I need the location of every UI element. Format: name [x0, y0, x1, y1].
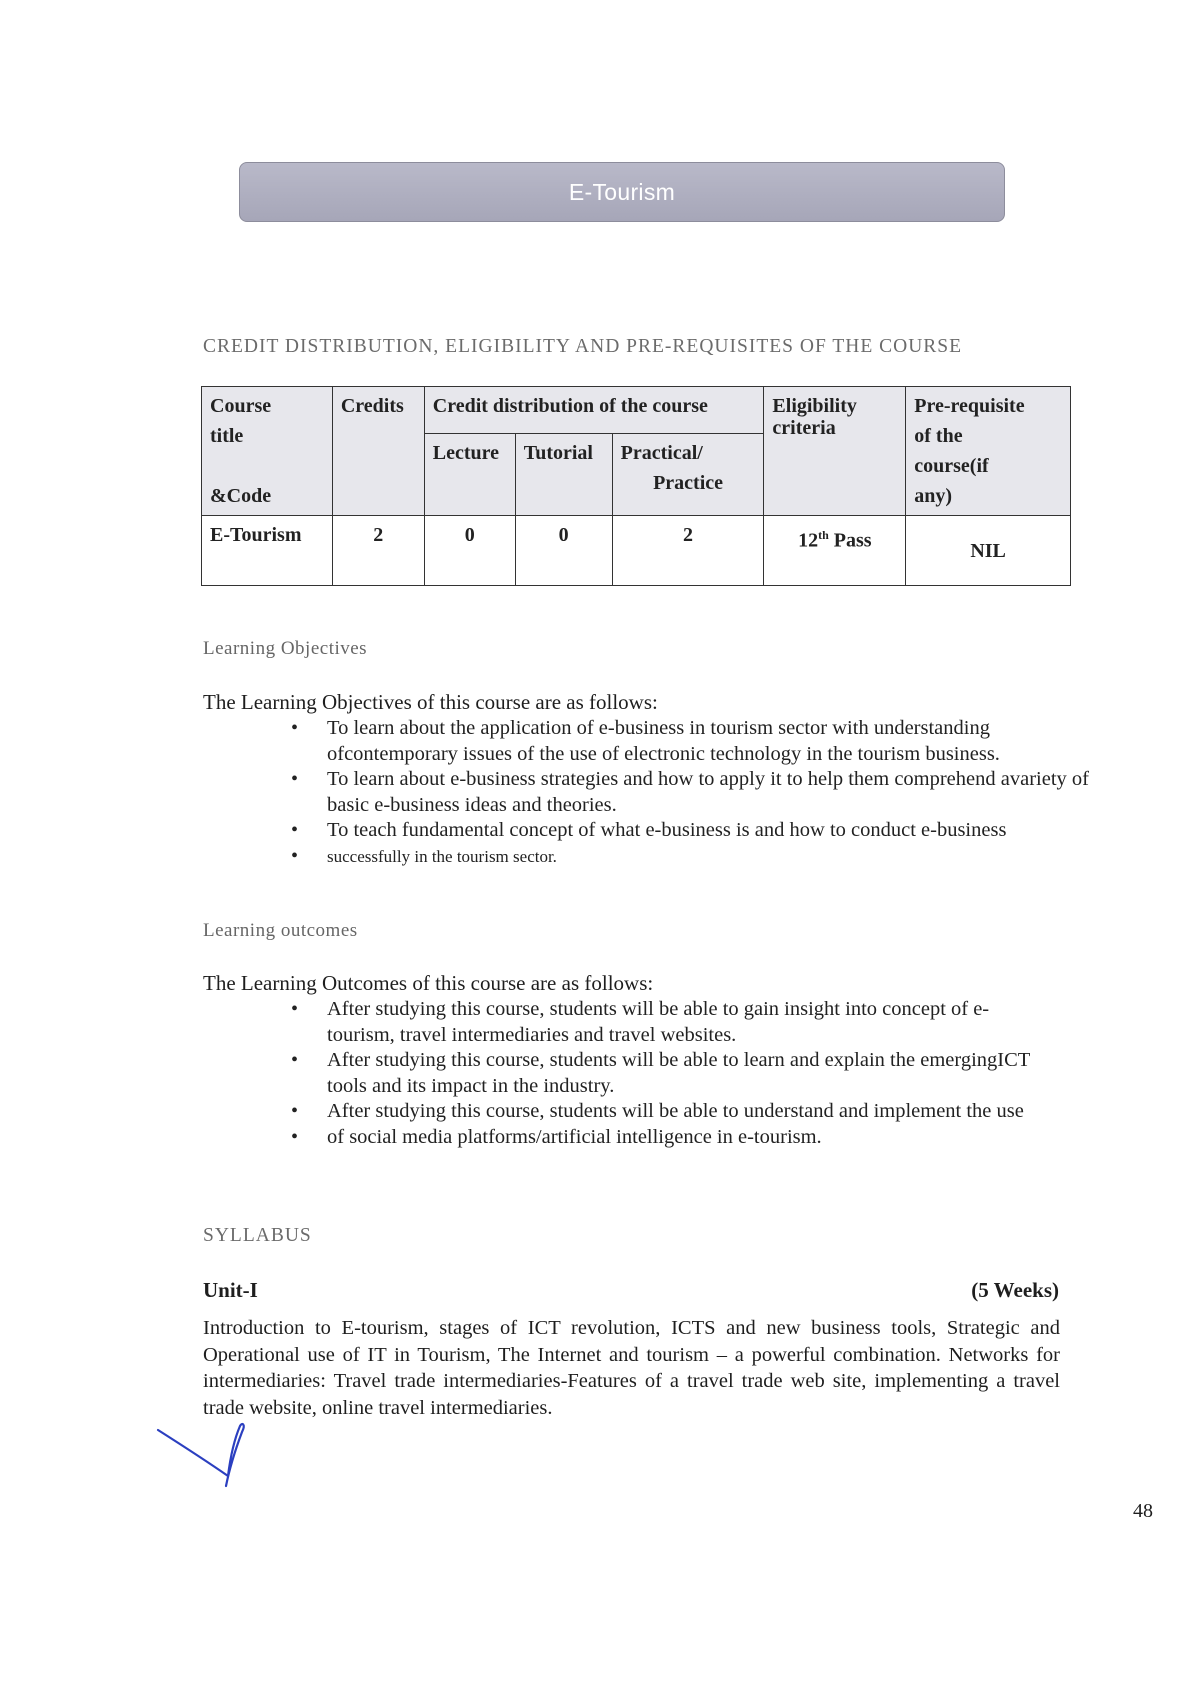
- credit-table: [201, 386, 1071, 586]
- credit-section-heading: CREDIT DISTRIBUTION, ELIGIBILITY AND PRE-REQUISITES OF THE COURSE: [203, 336, 963, 357]
- cell-prerequisite: NIL: [906, 516, 1071, 586]
- outcomes-list: [285, 997, 1045, 1150]
- unit-header: [203, 1278, 1059, 1303]
- header-lecture: Lecture: [424, 433, 515, 515]
- unit-description: Introduction to E-tourism, stages of ICT revolution, ICTS and new business tools, Strategic and Operational use of IT in Tourism, The Internet and tourism – a powerful combination. Networks for intermediaries: Travel trade intermediaries-Features of a travel trade web site, implementing a travel trade website, online travel intermediaries.: [203, 1317, 1060, 1419]
- course-title-banner: [239, 162, 1005, 222]
- page-number: 48: [1133, 1500, 1153, 1522]
- list-item: • After studying this course, students will be able to understand and implement the use: [285, 1099, 1045, 1125]
- table-row: [202, 516, 1071, 586]
- syllabus-heading: SYLLABUS: [203, 1225, 312, 1246]
- cell-practical: 2: [612, 516, 764, 586]
- objectives-heading: Learning Objectives: [203, 638, 368, 659]
- header-tutorial: Tutorial: [515, 433, 612, 515]
- header-practical: Practical/ Practice: [612, 433, 764, 515]
- cell-credits: 2: [332, 516, 424, 586]
- header-course-title: Course title &Code: [202, 387, 333, 516]
- list-item: • To learn about e-business strategies and how to apply it to help them comprehend avariety of basic e-business ideas and theories.: [285, 767, 1105, 818]
- cell-tutorial: 0: [515, 516, 612, 586]
- unit-title: Unit-I: [203, 1278, 258, 1302]
- list-item: • After studying this course, students will be able to learn and explain the emergingICT tools and its impact in the industry.: [285, 1048, 1045, 1099]
- cell-eligibility: 12th Pass: [764, 516, 906, 586]
- course-title: E-Tourism: [568, 178, 676, 205]
- list-item: • To teach fundamental concept of what e-business is and how to conduct e-business: [285, 818, 1105, 844]
- outcomes-intro: The Learning Outcomes of this course are as follows:: [203, 971, 654, 995]
- list-item: • of social media platforms/artificial intelligence in e-tourism.: [285, 1125, 1045, 1151]
- signature-mark: [150, 1418, 260, 1498]
- header-eligibility: Eligibility criteria: [764, 387, 906, 516]
- unit-duration: (5 Weeks): [971, 1278, 1059, 1302]
- cell-course: E-Tourism: [202, 516, 333, 586]
- header-prerequisite: Pre-requisite of the course(if any): [906, 387, 1071, 516]
- list-item: • After studying this course, students will be able to gain insight into concept of e-tourism, travel intermediaries and travel websites.: [285, 997, 1045, 1048]
- cell-lecture: 0: [424, 516, 515, 586]
- objectives-list: [285, 716, 1105, 869]
- header-credits: Credits: [332, 387, 424, 516]
- outcomes-heading: Learning outcomes: [203, 920, 358, 941]
- objectives-intro: The Learning Objectives of this course are as follows:: [203, 690, 658, 714]
- header-credit-distribution: Credit distribution of the course: [424, 387, 764, 434]
- table-header-row: [202, 387, 1071, 434]
- list-item-continuation: • successfully in the tourism sector.: [285, 844, 1105, 870]
- list-item: • To learn about the application of e-business in tourism sector with understanding ofcontemporary issues of the use of electronic technology in the tourism business.: [285, 716, 1105, 767]
